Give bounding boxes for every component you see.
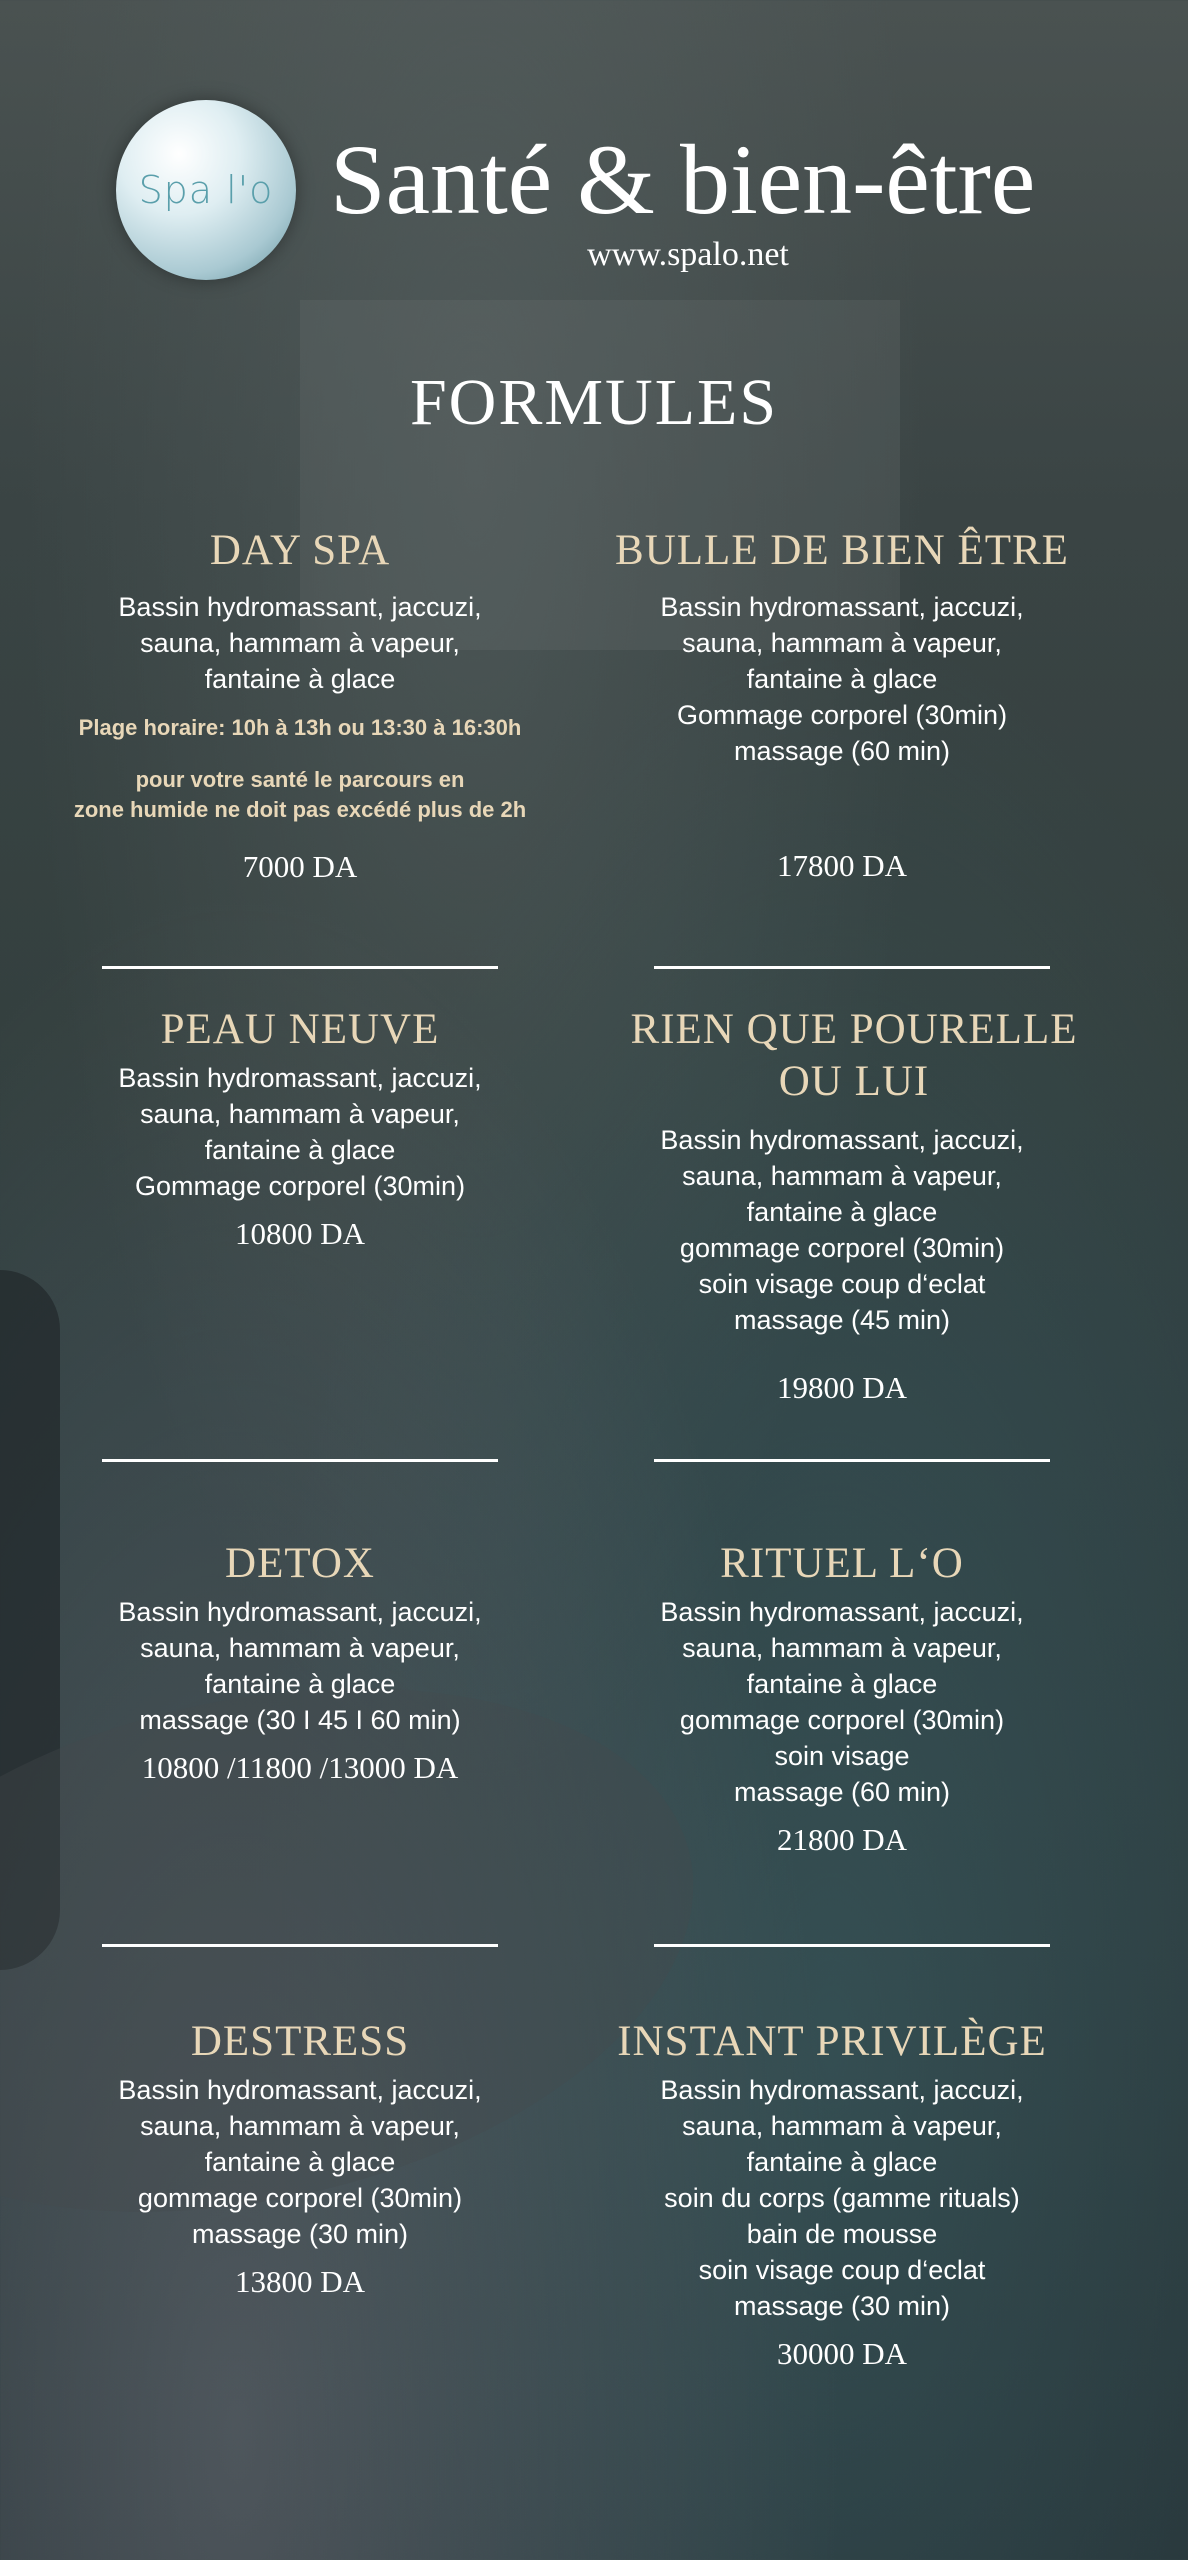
formula-price: 13800 DA	[234, 2264, 366, 2299]
formula-title: BULLE DE BIEN ÊTRE	[615, 527, 1069, 574]
divider	[102, 1944, 498, 1947]
formula-desc-line: massage (60 min)	[733, 736, 951, 766]
formula-desc-line: gommage corporel (30min)	[679, 1705, 1005, 1735]
formula-desc-line: Bassin hydromassant, jaccuzi,	[660, 2075, 1024, 2105]
formula-desc-line: bain de mousse	[746, 2219, 938, 2249]
formula-title: DAY SPA	[209, 527, 391, 574]
formula-title-line: OU LUI	[778, 1058, 930, 1105]
formula-desc-line: sauna, hammam à vapeur,	[140, 1633, 460, 1663]
formula-desc-line: soin visage	[774, 1741, 910, 1771]
formula-desc-line: sauna, hammam à vapeur,	[140, 628, 460, 658]
formula-price: 10800 DA	[234, 1216, 366, 1251]
formula-desc-line: Gommage corporel (30min)	[134, 1171, 466, 1201]
divider	[102, 966, 498, 969]
formula-desc-line: fantaine à glace	[746, 1197, 938, 1227]
formula-destress	[40, 2016, 560, 2302]
formula-desc-line: massage (45 min)	[733, 1305, 951, 1335]
formula-desc-line: massage (30 min)	[733, 2291, 951, 2321]
formula-instant-privilege	[572, 2016, 1092, 2374]
formula-note-hours: Plage horaire: 10h à 13h ou 13:30 à 16:30h	[78, 715, 522, 740]
formula-desc-line: massage (30 I 45 I 60 min)	[139, 1705, 461, 1735]
formula-desc-line: sauna, hammam à vapeur,	[140, 1099, 460, 1129]
formula-desc-line: sauna, hammam à vapeur,	[682, 2111, 1002, 2141]
formula-title: PEAU NEUVE	[160, 1006, 440, 1053]
formula-desc-line: soin visage coup d‘eclat	[698, 1269, 986, 1299]
formula-desc-line: sauna, hammam à vapeur,	[682, 1161, 1002, 1191]
formula-desc-line: gommage corporel (30min)	[679, 1233, 1005, 1263]
divider	[654, 1459, 1050, 1462]
formula-desc-line: Bassin hydromassant, jaccuzi,	[118, 2075, 482, 2105]
formula-title: DETOX	[225, 1540, 375, 1587]
formula-note-line: pour votre santé le parcours en	[135, 767, 465, 792]
formula-desc-line: fantaine à glace	[746, 664, 938, 694]
formula-price: 17800 DA	[776, 848, 908, 883]
formula-desc-line: fantaine à glace	[746, 2147, 938, 2177]
formula-desc-line: soin visage coup d‘eclat	[698, 2255, 986, 2285]
formula-rituel-lo	[582, 1538, 1102, 1860]
formula-desc-line: Bassin hydromassant, jaccuzi,	[660, 592, 1024, 622]
formula-title: INSTANT PRIVILÈGE	[617, 2018, 1047, 2065]
formula-price: 30000 DA	[776, 2336, 908, 2371]
formula-price: 19800 DA	[776, 1370, 908, 1405]
divider	[102, 1459, 498, 1462]
formula-desc-line: fantaine à glace	[746, 1669, 938, 1699]
formula-day-spa	[40, 525, 560, 887]
formula-desc-line: Bassin hydromassant, jaccuzi,	[118, 1063, 482, 1093]
formula-title: DESTRESS	[190, 2018, 410, 2065]
section-title: FORMULES	[409, 366, 779, 439]
formula-desc-line: fantaine à glace	[204, 1669, 396, 1699]
logo-text: Spa l'o	[138, 168, 274, 212]
formula-desc-line: fantaine à glace	[204, 1135, 396, 1165]
formula-desc-line: soin du corps (gamme rituals)	[664, 2183, 1020, 2213]
formula-desc-line: Bassin hydromassant, jaccuzi,	[660, 1125, 1024, 1155]
formula-desc-line: Gommage corporel (30min)	[676, 700, 1008, 730]
website-link[interactable]: www.spalo.net	[587, 236, 789, 273]
formula-price: 7000 DA	[242, 849, 358, 884]
formula-detox	[40, 1538, 560, 1788]
formula-desc-line: fantaine à glace	[204, 664, 396, 694]
formula-price: 21800 DA	[776, 1822, 908, 1857]
page-headline: Santé & bien-être	[330, 124, 1036, 235]
formula-desc-line: gommage corporel (30min)	[137, 2183, 463, 2213]
formula-desc-line: massage (30 min)	[191, 2219, 409, 2249]
formula-desc-line: fantaine à glace	[204, 2147, 396, 2177]
formula-desc-line: sauna, hammam à vapeur,	[140, 2111, 460, 2141]
formula-bulle-de-bien-etre	[582, 525, 1102, 886]
formula-title-line: RIEN QUE POURELLE	[630, 1006, 1078, 1053]
formula-desc-line: Bassin hydromassant, jaccuzi,	[118, 592, 482, 622]
formula-desc-line: sauna, hammam à vapeur,	[682, 1633, 1002, 1663]
formula-title: RITUEL L‘O	[720, 1540, 964, 1587]
formula-price: 10800 /11800 /13000 DA	[141, 1750, 459, 1785]
formula-desc-line: sauna, hammam à vapeur,	[682, 628, 1002, 658]
divider	[654, 1944, 1050, 1947]
formula-peau-neuve	[40, 1004, 560, 1254]
formula-rien-que-pourelle-ou-lui	[594, 1004, 1114, 1408]
formula-desc-line: Bassin hydromassant, jaccuzi,	[118, 1597, 482, 1627]
formula-desc-line: massage (60 min)	[733, 1777, 951, 1807]
formula-desc-line: Bassin hydromassant, jaccuzi,	[660, 1597, 1024, 1627]
divider	[654, 966, 1050, 969]
formula-note-line: zone humide ne doit pas excédé plus de 2h	[73, 797, 527, 822]
